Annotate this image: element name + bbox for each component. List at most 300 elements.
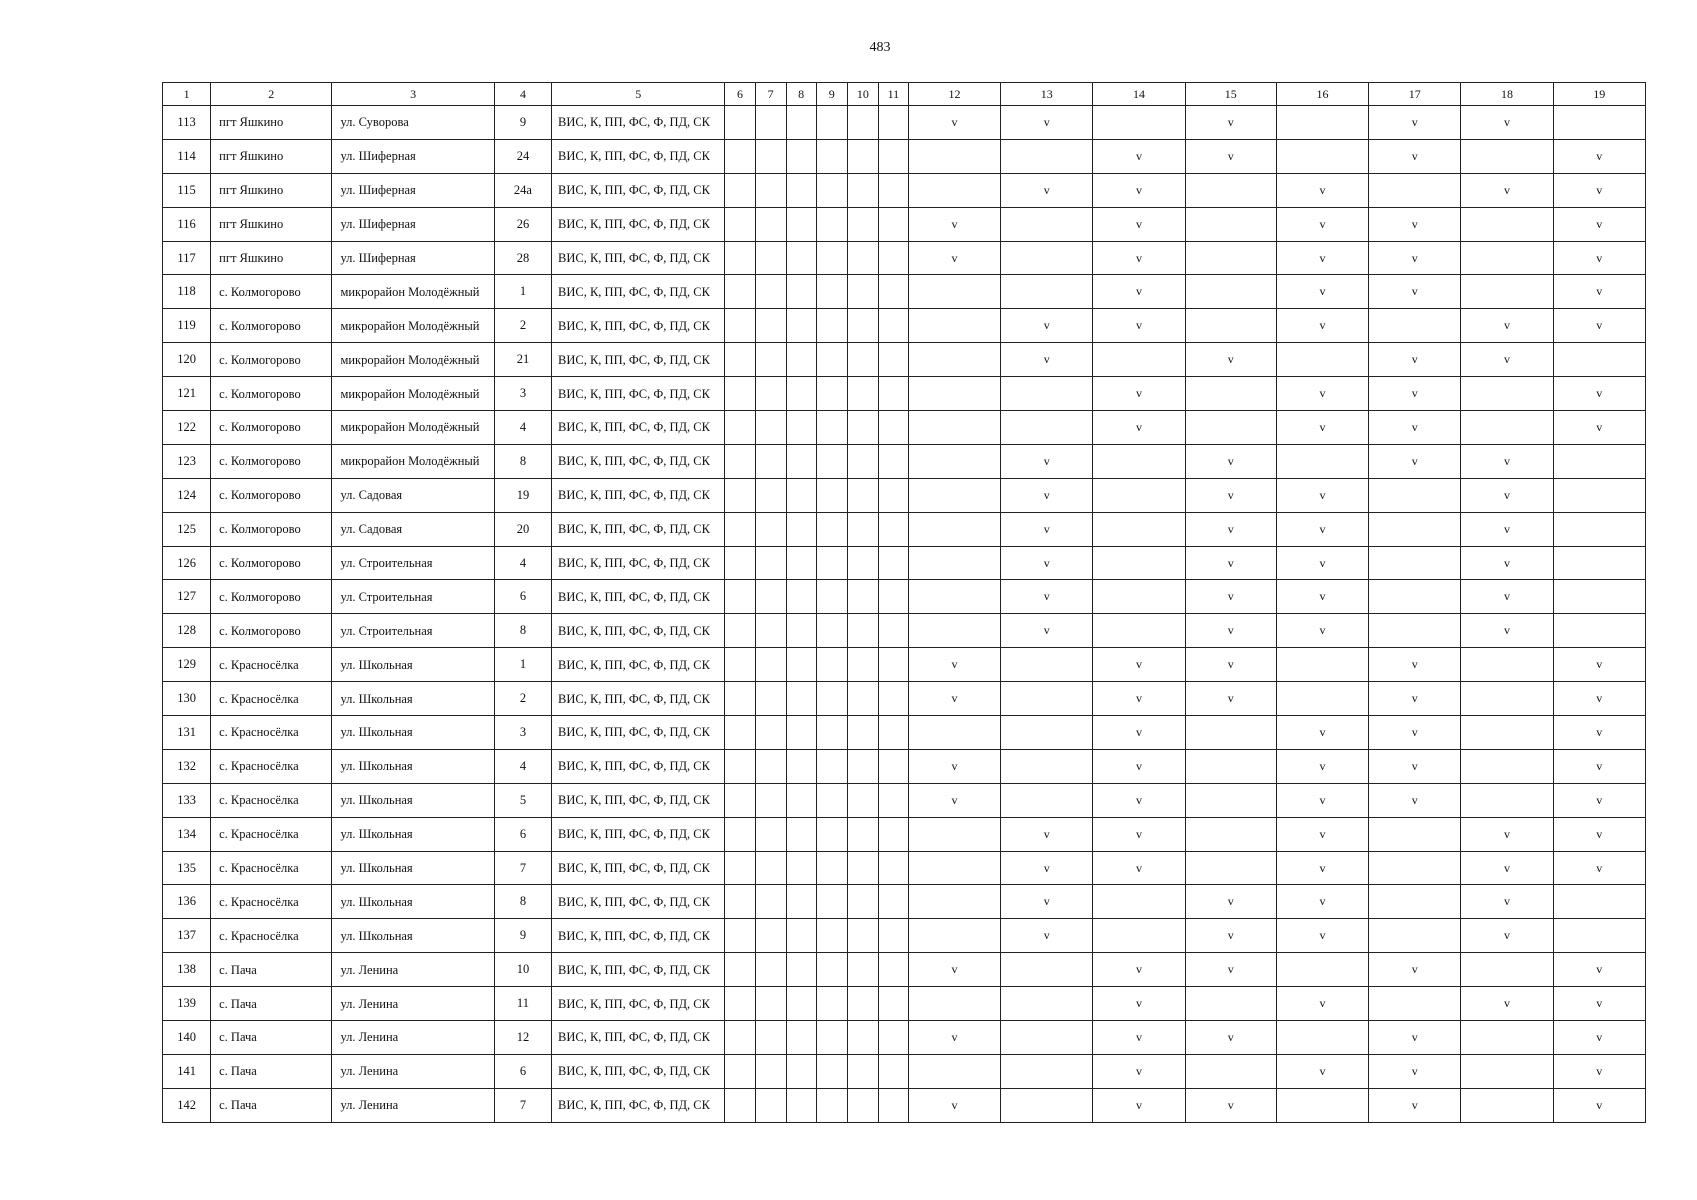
- row-number: 128: [163, 614, 211, 648]
- check-mark: v: [1001, 919, 1093, 953]
- col-6-cell: [725, 953, 755, 987]
- col-18-cell: [1461, 207, 1553, 241]
- col-7-cell: [755, 512, 786, 546]
- check-mark: v: [1276, 716, 1368, 750]
- check-mark: v: [1553, 783, 1645, 817]
- check-mark: v: [1461, 343, 1553, 377]
- check-mark: v: [908, 241, 1000, 275]
- work-types-cell: ВИС, К, ПП, ФС, Ф, ПД, СК: [552, 173, 725, 207]
- check-mark: v: [1185, 885, 1276, 919]
- street-cell: ул. Школьная: [332, 682, 494, 716]
- check-mark: v: [1276, 309, 1368, 343]
- col-18-cell: [1461, 377, 1553, 411]
- check-mark: v: [1276, 580, 1368, 614]
- table-row: [163, 478, 1646, 512]
- street-cell: ул. Ленина: [332, 1021, 494, 1055]
- col-9-cell: [816, 987, 847, 1021]
- street-cell: ул. Школьная: [332, 716, 494, 750]
- check-mark: v: [1461, 614, 1553, 648]
- col-12-cell: [908, 139, 1000, 173]
- locality-cell: пгт Яшкино: [211, 139, 332, 173]
- table-row: [163, 444, 1646, 478]
- locality-cell: с. Колмогорово: [211, 512, 332, 546]
- locality-cell: с. Колмогорово: [211, 275, 332, 309]
- col-13-cell: [1001, 411, 1093, 445]
- column-header-10: 10: [847, 83, 878, 106]
- column-header-15: 15: [1185, 83, 1276, 106]
- col-13-cell: [1001, 953, 1093, 987]
- check-mark: v: [1001, 546, 1093, 580]
- col-13-cell: [1001, 1021, 1093, 1055]
- check-mark: v: [1369, 207, 1461, 241]
- check-mark: v: [1276, 173, 1368, 207]
- col-18-cell: [1461, 953, 1553, 987]
- check-mark: v: [1553, 648, 1645, 682]
- check-mark: v: [1553, 1054, 1645, 1088]
- check-mark: v: [1461, 106, 1553, 140]
- col-18-cell: [1461, 1088, 1553, 1122]
- check-mark: v: [1093, 682, 1185, 716]
- col-13-cell: [1001, 716, 1093, 750]
- house-number-cell: 24: [494, 139, 551, 173]
- table-row: [163, 919, 1646, 953]
- check-mark: v: [1369, 716, 1461, 750]
- work-types-cell: ВИС, К, ПП, ФС, Ф, ПД, СК: [552, 817, 725, 851]
- col-6-cell: [725, 1088, 755, 1122]
- column-header-13: 13: [1001, 83, 1093, 106]
- col-7-cell: [755, 444, 786, 478]
- check-mark: v: [1461, 580, 1553, 614]
- col-6-cell: [725, 512, 755, 546]
- col-13-cell: [1001, 749, 1093, 783]
- work-types-cell: ВИС, К, ПП, ФС, Ф, ПД, СК: [552, 106, 725, 140]
- column-header-18: 18: [1461, 83, 1553, 106]
- check-mark: v: [1093, 953, 1185, 987]
- col-8-cell: [786, 648, 816, 682]
- col-13-cell: [1001, 648, 1093, 682]
- col-15-cell: [1185, 716, 1276, 750]
- col-7-cell: [755, 139, 786, 173]
- col-11-cell: [878, 783, 908, 817]
- check-mark: v: [1185, 919, 1276, 953]
- col-6-cell: [725, 139, 755, 173]
- col-9-cell: [816, 241, 847, 275]
- work-types-cell: ВИС, К, ПП, ФС, Ф, ПД, СК: [552, 1088, 725, 1122]
- col-7-cell: [755, 377, 786, 411]
- col-18-cell: [1461, 241, 1553, 275]
- col-14-cell: [1093, 444, 1185, 478]
- col-9-cell: [816, 478, 847, 512]
- check-mark: v: [1001, 343, 1093, 377]
- col-10-cell: [847, 173, 878, 207]
- check-mark: v: [1093, 817, 1185, 851]
- row-number: 124: [163, 478, 211, 512]
- check-mark: v: [1185, 682, 1276, 716]
- check-mark: v: [1001, 851, 1093, 885]
- column-header-17: 17: [1369, 83, 1461, 106]
- check-mark: v: [1093, 241, 1185, 275]
- check-mark: v: [1276, 275, 1368, 309]
- check-mark: v: [1093, 139, 1185, 173]
- col-12-cell: [908, 411, 1000, 445]
- col-11-cell: [878, 207, 908, 241]
- house-number-cell: 3: [494, 377, 551, 411]
- col-9-cell: [816, 1054, 847, 1088]
- col-8-cell: [786, 851, 816, 885]
- col-9-cell: [816, 648, 847, 682]
- col-16-cell: [1276, 444, 1368, 478]
- col-8-cell: [786, 716, 816, 750]
- col-17-cell: [1369, 580, 1461, 614]
- check-mark: v: [1276, 207, 1368, 241]
- street-cell: микрорайон Молодёжный: [332, 309, 494, 343]
- col-8-cell: [786, 987, 816, 1021]
- col-7-cell: [755, 953, 786, 987]
- col-11-cell: [878, 444, 908, 478]
- col-8-cell: [786, 309, 816, 343]
- work-types-cell: ВИС, К, ПП, ФС, Ф, ПД, СК: [552, 580, 725, 614]
- col-15-cell: [1185, 783, 1276, 817]
- col-10-cell: [847, 343, 878, 377]
- register-table: [162, 82, 1646, 1123]
- check-mark: v: [1553, 309, 1645, 343]
- check-mark: v: [1553, 749, 1645, 783]
- col-19-cell: [1553, 444, 1645, 478]
- col-16-cell: [1276, 106, 1368, 140]
- check-mark: v: [1185, 546, 1276, 580]
- check-mark: v: [1369, 783, 1461, 817]
- street-cell: ул. Садовая: [332, 478, 494, 512]
- table-row: [163, 343, 1646, 377]
- check-mark: v: [1553, 377, 1645, 411]
- col-6-cell: [725, 241, 755, 275]
- col-19-cell: [1553, 580, 1645, 614]
- col-7-cell: [755, 851, 786, 885]
- col-8-cell: [786, 512, 816, 546]
- check-mark: v: [1276, 377, 1368, 411]
- check-mark: v: [1461, 817, 1553, 851]
- col-10-cell: [847, 444, 878, 478]
- col-15-cell: [1185, 173, 1276, 207]
- col-6-cell: [725, 546, 755, 580]
- col-8-cell: [786, 1021, 816, 1055]
- street-cell: ул. Ленина: [332, 1054, 494, 1088]
- col-15-cell: [1185, 411, 1276, 445]
- col-11-cell: [878, 648, 908, 682]
- page-number: 483: [869, 40, 891, 55]
- check-mark: v: [1276, 411, 1368, 445]
- check-mark: v: [1369, 411, 1461, 445]
- locality-cell: пгт Яшкино: [211, 241, 332, 275]
- col-10-cell: [847, 275, 878, 309]
- table-row: [163, 139, 1646, 173]
- col-6-cell: [725, 106, 755, 140]
- col-9-cell: [816, 749, 847, 783]
- street-cell: ул. Школьная: [332, 817, 494, 851]
- check-mark: v: [1001, 478, 1093, 512]
- check-mark: v: [1001, 173, 1093, 207]
- col-7-cell: [755, 173, 786, 207]
- locality-cell: с. Колмогорово: [211, 343, 332, 377]
- check-mark: v: [1461, 444, 1553, 478]
- column-header-19: 19: [1553, 83, 1645, 106]
- house-number-cell: 4: [494, 749, 551, 783]
- row-number: 142: [163, 1088, 211, 1122]
- check-mark: v: [908, 207, 1000, 241]
- work-types-cell: ВИС, К, ПП, ФС, Ф, ПД, СК: [552, 919, 725, 953]
- table-row: [163, 411, 1646, 445]
- check-mark: v: [1001, 817, 1093, 851]
- col-7-cell: [755, 987, 786, 1021]
- col-19-cell: [1553, 106, 1645, 140]
- col-10-cell: [847, 851, 878, 885]
- col-8-cell: [786, 1088, 816, 1122]
- locality-cell: пгт Яшкино: [211, 173, 332, 207]
- row-number: 115: [163, 173, 211, 207]
- col-17-cell: [1369, 919, 1461, 953]
- check-mark: v: [1276, 749, 1368, 783]
- work-types-cell: ВИС, К, ПП, ФС, Ф, ПД, СК: [552, 987, 725, 1021]
- col-8-cell: [786, 173, 816, 207]
- check-mark: v: [1369, 1088, 1461, 1122]
- row-number: 126: [163, 546, 211, 580]
- check-mark: v: [1461, 512, 1553, 546]
- street-cell: микрорайон Молодёжный: [332, 377, 494, 411]
- col-8-cell: [786, 919, 816, 953]
- check-mark: v: [1185, 614, 1276, 648]
- street-cell: микрорайон Молодёжный: [332, 343, 494, 377]
- locality-cell: с. Красносёлка: [211, 749, 332, 783]
- col-10-cell: [847, 512, 878, 546]
- work-types-cell: ВИС, К, ПП, ФС, Ф, ПД, СК: [552, 1021, 725, 1055]
- column-header-9: 9: [816, 83, 847, 106]
- col-10-cell: [847, 546, 878, 580]
- check-mark: v: [1369, 377, 1461, 411]
- work-types-cell: ВИС, К, ПП, ФС, Ф, ПД, СК: [552, 241, 725, 275]
- house-number-cell: 1: [494, 648, 551, 682]
- col-10-cell: [847, 1088, 878, 1122]
- table-row: [163, 580, 1646, 614]
- table-row: [163, 546, 1646, 580]
- table-row: [163, 817, 1646, 851]
- col-17-cell: [1369, 817, 1461, 851]
- check-mark: v: [1553, 851, 1645, 885]
- col-6-cell: [725, 614, 755, 648]
- table-row: [163, 885, 1646, 919]
- table-row: [163, 783, 1646, 817]
- work-types-cell: ВИС, К, ПП, ФС, Ф, ПД, СК: [552, 444, 725, 478]
- col-10-cell: [847, 580, 878, 614]
- work-types-cell: ВИС, К, ПП, ФС, Ф, ПД, СК: [552, 614, 725, 648]
- col-14-cell: [1093, 546, 1185, 580]
- house-number-cell: 5: [494, 783, 551, 817]
- check-mark: v: [1461, 987, 1553, 1021]
- locality-cell: с. Красносёлка: [211, 851, 332, 885]
- check-mark: v: [1001, 444, 1093, 478]
- street-cell: ул. Школьная: [332, 783, 494, 817]
- col-11-cell: [878, 478, 908, 512]
- check-mark: v: [1093, 275, 1185, 309]
- col-12-cell: [908, 817, 1000, 851]
- check-mark: v: [1553, 682, 1645, 716]
- house-number-cell: 6: [494, 1054, 551, 1088]
- col-7-cell: [755, 749, 786, 783]
- col-13-cell: [1001, 682, 1093, 716]
- col-6-cell: [725, 682, 755, 716]
- check-mark: v: [1276, 851, 1368, 885]
- check-mark: v: [1369, 106, 1461, 140]
- work-types-cell: ВИС, К, ПП, ФС, Ф, ПД, СК: [552, 512, 725, 546]
- col-6-cell: [725, 1054, 755, 1088]
- house-number-cell: 9: [494, 919, 551, 953]
- col-8-cell: [786, 783, 816, 817]
- street-cell: ул. Строительная: [332, 580, 494, 614]
- col-15-cell: [1185, 241, 1276, 275]
- col-17-cell: [1369, 512, 1461, 546]
- check-mark: v: [1093, 377, 1185, 411]
- column-header-5: 5: [552, 83, 725, 106]
- locality-cell: с. Пача: [211, 1054, 332, 1088]
- check-mark: v: [1369, 682, 1461, 716]
- col-17-cell: [1369, 987, 1461, 1021]
- check-mark: v: [1001, 512, 1093, 546]
- col-13-cell: [1001, 783, 1093, 817]
- table-row: [163, 1088, 1646, 1122]
- col-17-cell: [1369, 546, 1461, 580]
- col-10-cell: [847, 716, 878, 750]
- locality-cell: с. Колмогорово: [211, 444, 332, 478]
- row-number: 137: [163, 919, 211, 953]
- col-8-cell: [786, 749, 816, 783]
- row-number: 131: [163, 716, 211, 750]
- table-row: [163, 106, 1646, 140]
- col-8-cell: [786, 106, 816, 140]
- col-7-cell: [755, 783, 786, 817]
- check-mark: v: [1093, 783, 1185, 817]
- col-18-cell: [1461, 648, 1553, 682]
- check-mark: v: [1369, 1054, 1461, 1088]
- col-14-cell: [1093, 580, 1185, 614]
- column-header-12: 12: [908, 83, 1000, 106]
- house-number-cell: 6: [494, 817, 551, 851]
- col-7-cell: [755, 682, 786, 716]
- check-mark: v: [1093, 716, 1185, 750]
- col-10-cell: [847, 478, 878, 512]
- check-mark: v: [1185, 478, 1276, 512]
- col-9-cell: [816, 682, 847, 716]
- col-6-cell: [725, 309, 755, 343]
- table-row: [163, 309, 1646, 343]
- table-row: [163, 207, 1646, 241]
- check-mark: v: [1001, 614, 1093, 648]
- check-mark: v: [1461, 546, 1553, 580]
- col-10-cell: [847, 1054, 878, 1088]
- col-9-cell: [816, 207, 847, 241]
- street-cell: ул. Строительная: [332, 614, 494, 648]
- col-7-cell: [755, 478, 786, 512]
- check-mark: v: [1276, 512, 1368, 546]
- locality-cell: пгт Яшкино: [211, 207, 332, 241]
- check-mark: v: [1276, 817, 1368, 851]
- col-10-cell: [847, 411, 878, 445]
- column-header-7: 7: [755, 83, 786, 106]
- check-mark: v: [1185, 1088, 1276, 1122]
- col-8-cell: [786, 377, 816, 411]
- col-8-cell: [786, 275, 816, 309]
- row-number: 123: [163, 444, 211, 478]
- col-15-cell: [1185, 377, 1276, 411]
- check-mark: v: [1093, 309, 1185, 343]
- check-mark: v: [908, 648, 1000, 682]
- col-7-cell: [755, 546, 786, 580]
- table-row: [163, 512, 1646, 546]
- col-6-cell: [725, 478, 755, 512]
- column-header-16: 16: [1276, 83, 1368, 106]
- col-13-cell: [1001, 1088, 1093, 1122]
- col-9-cell: [816, 851, 847, 885]
- col-8-cell: [786, 546, 816, 580]
- col-10-cell: [847, 682, 878, 716]
- check-mark: v: [1093, 207, 1185, 241]
- col-8-cell: [786, 444, 816, 478]
- col-15-cell: [1185, 851, 1276, 885]
- check-mark: v: [1461, 309, 1553, 343]
- col-7-cell: [755, 614, 786, 648]
- locality-cell: с. Колмогорово: [211, 478, 332, 512]
- locality-cell: с. Красносёлка: [211, 919, 332, 953]
- col-11-cell: [878, 139, 908, 173]
- col-7-cell: [755, 885, 786, 919]
- col-7-cell: [755, 241, 786, 275]
- work-types-cell: ВИС, К, ПП, ФС, Ф, ПД, СК: [552, 343, 725, 377]
- col-13-cell: [1001, 987, 1093, 1021]
- col-12-cell: [908, 885, 1000, 919]
- house-number-cell: 4: [494, 411, 551, 445]
- col-11-cell: [878, 953, 908, 987]
- col-18-cell: [1461, 783, 1553, 817]
- col-6-cell: [725, 716, 755, 750]
- work-types-cell: ВИС, К, ПП, ФС, Ф, ПД, СК: [552, 716, 725, 750]
- work-types-cell: ВИС, К, ПП, ФС, Ф, ПД, СК: [552, 648, 725, 682]
- col-8-cell: [786, 682, 816, 716]
- work-types-cell: ВИС, К, ПП, ФС, Ф, ПД, СК: [552, 682, 725, 716]
- check-mark: v: [908, 1021, 1000, 1055]
- col-17-cell: [1369, 851, 1461, 885]
- col-6-cell: [725, 817, 755, 851]
- header-row: [163, 83, 1646, 106]
- column-header-14: 14: [1093, 83, 1185, 106]
- col-16-cell: [1276, 1088, 1368, 1122]
- street-cell: ул. Садовая: [332, 512, 494, 546]
- col-19-cell: [1553, 919, 1645, 953]
- street-cell: ул. Ленина: [332, 987, 494, 1021]
- col-19-cell: [1553, 512, 1645, 546]
- table-row: [163, 851, 1646, 885]
- street-cell: микрорайон Молодёжный: [332, 444, 494, 478]
- col-18-cell: [1461, 716, 1553, 750]
- work-types-cell: ВИС, К, ПП, ФС, Ф, ПД, СК: [552, 275, 725, 309]
- house-number-cell: 4: [494, 546, 551, 580]
- col-15-cell: [1185, 207, 1276, 241]
- col-16-cell: [1276, 343, 1368, 377]
- col-19-cell: [1553, 614, 1645, 648]
- col-6-cell: [725, 648, 755, 682]
- house-number-cell: 3: [494, 716, 551, 750]
- col-6-cell: [725, 173, 755, 207]
- check-mark: v: [1553, 241, 1645, 275]
- col-9-cell: [816, 106, 847, 140]
- table-row: [163, 173, 1646, 207]
